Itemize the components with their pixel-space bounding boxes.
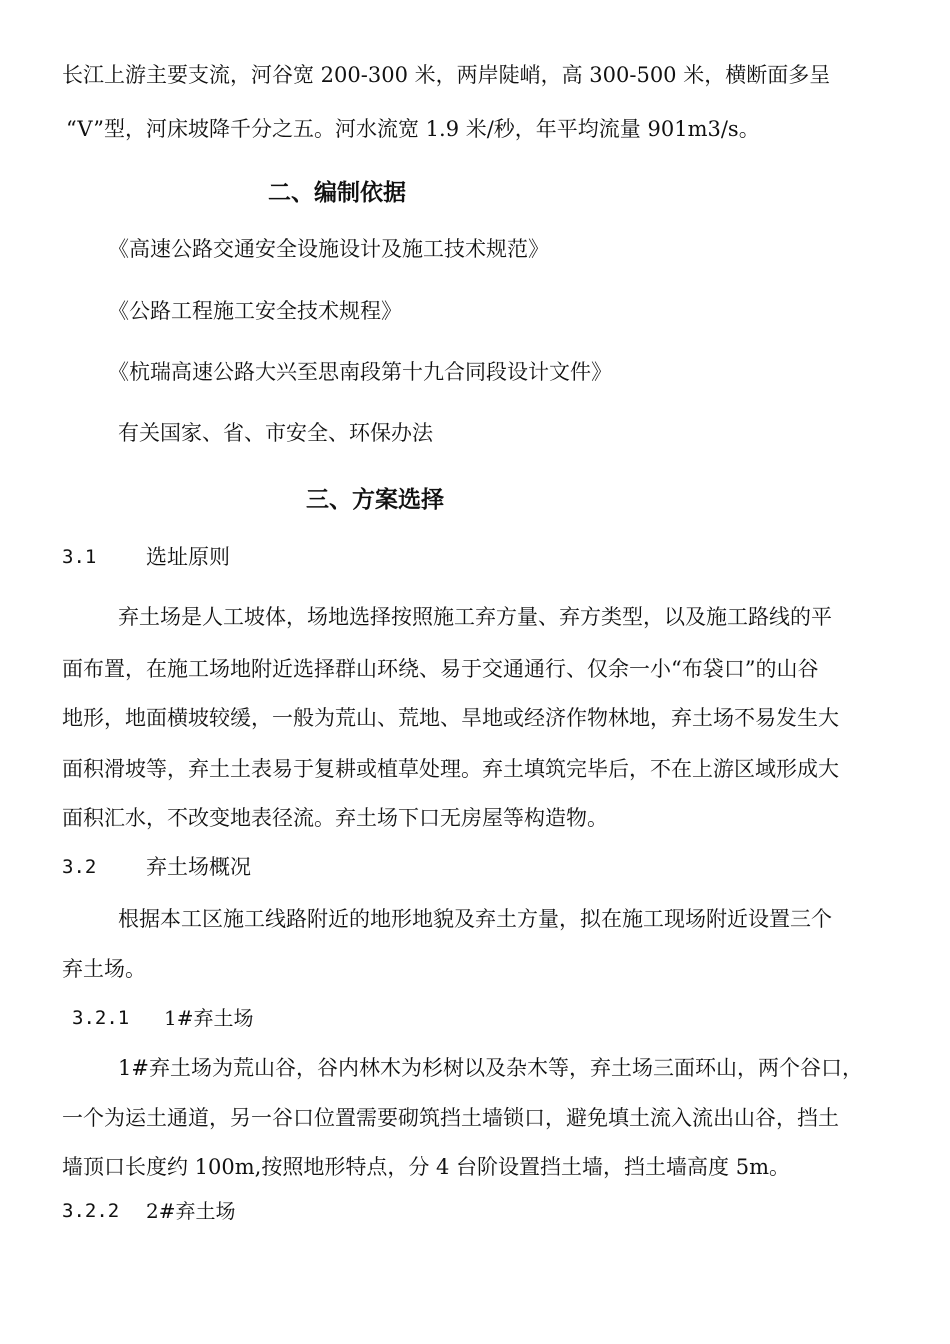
section-3-1-number: 3.1 (62, 546, 97, 568)
paragraph-line: 根据本工区施工线路附近的地形地貌及弃土方量，拟在施工现场附近设置三个 (118, 907, 832, 931)
paragraph-line: 一个为运土通道，另一谷口位置需要砌筑挡土墙锁口，避免填土流入流出山谷，挡土 (62, 1106, 839, 1130)
paragraph-line: 面积滑坡等，弃土土表易于复耕或植草处理。弃土填筑完毕后，不在上游区域形成大 (62, 757, 839, 781)
section-3-2-1-number: 3.2.1 (72, 1007, 130, 1029)
section-3-1-title: 选址原则 (146, 545, 230, 569)
section-3-2-1-title: 1#弃土场 (164, 1006, 254, 1030)
section-3-heading: 三、方案选择 (306, 487, 444, 513)
paragraph-line: 墙顶口长度约 100m,按照地形特点，分 4 台阶设置挡土墙，挡土墙高度 5m。 (62, 1155, 791, 1179)
intro-line-1: 长江上游主要支流，河谷宽 200-300 米，两岸陡峭，高 300-500 米，横断面多呈 (62, 63, 831, 87)
section-3-2-2-number: 3.2.2 (62, 1200, 120, 1222)
section-3-2-number: 3.2 (62, 856, 97, 878)
reference-item: 有关国家、省、市安全、环保办法 (118, 421, 433, 445)
paragraph-line: 弃土场。 (62, 957, 146, 981)
paragraph-line: 1#弃土场为荒山谷，谷内林木为杉树以及杂木等，弃土场三面环山，两个谷口， (118, 1056, 863, 1080)
intro-line-2: “V”型，河床坡降千分之五。河水流宽 1.9 米/秒，年平均流量 901m3/s。 (66, 117, 760, 141)
paragraph-line: 面积汇水，不改变地表径流。弃土场下口无房屋等构造物。 (62, 806, 608, 830)
paragraph-line: 弃土场是人工坡体，场地选择按照施工弃方量、弃方类型，以及施工路线的平 (118, 605, 832, 629)
section-2-heading: 二、编制依据 (268, 180, 406, 206)
section-3-2-2-title: 2#弃土场 (146, 1199, 236, 1223)
reference-item: 《高速公路交通安全设施设计及施工技术规范》 (108, 237, 549, 261)
reference-item: 《公路工程施工安全技术规程》 (108, 299, 402, 323)
paragraph-line: 地形，地面横坡较缓，一般为荒山、荒地、旱地或经济作物林地，弃土场不易发生大 (62, 706, 839, 730)
reference-item: 《杭瑞高速公路大兴至思南段第十九合同段设计文件》 (108, 360, 612, 384)
paragraph-line: 面布置，在施工场地附近选择群山环绕、易于交通通行、仅余一小“布袋口”的山谷 (62, 657, 819, 681)
section-3-2-title: 弃土场概况 (146, 855, 251, 879)
